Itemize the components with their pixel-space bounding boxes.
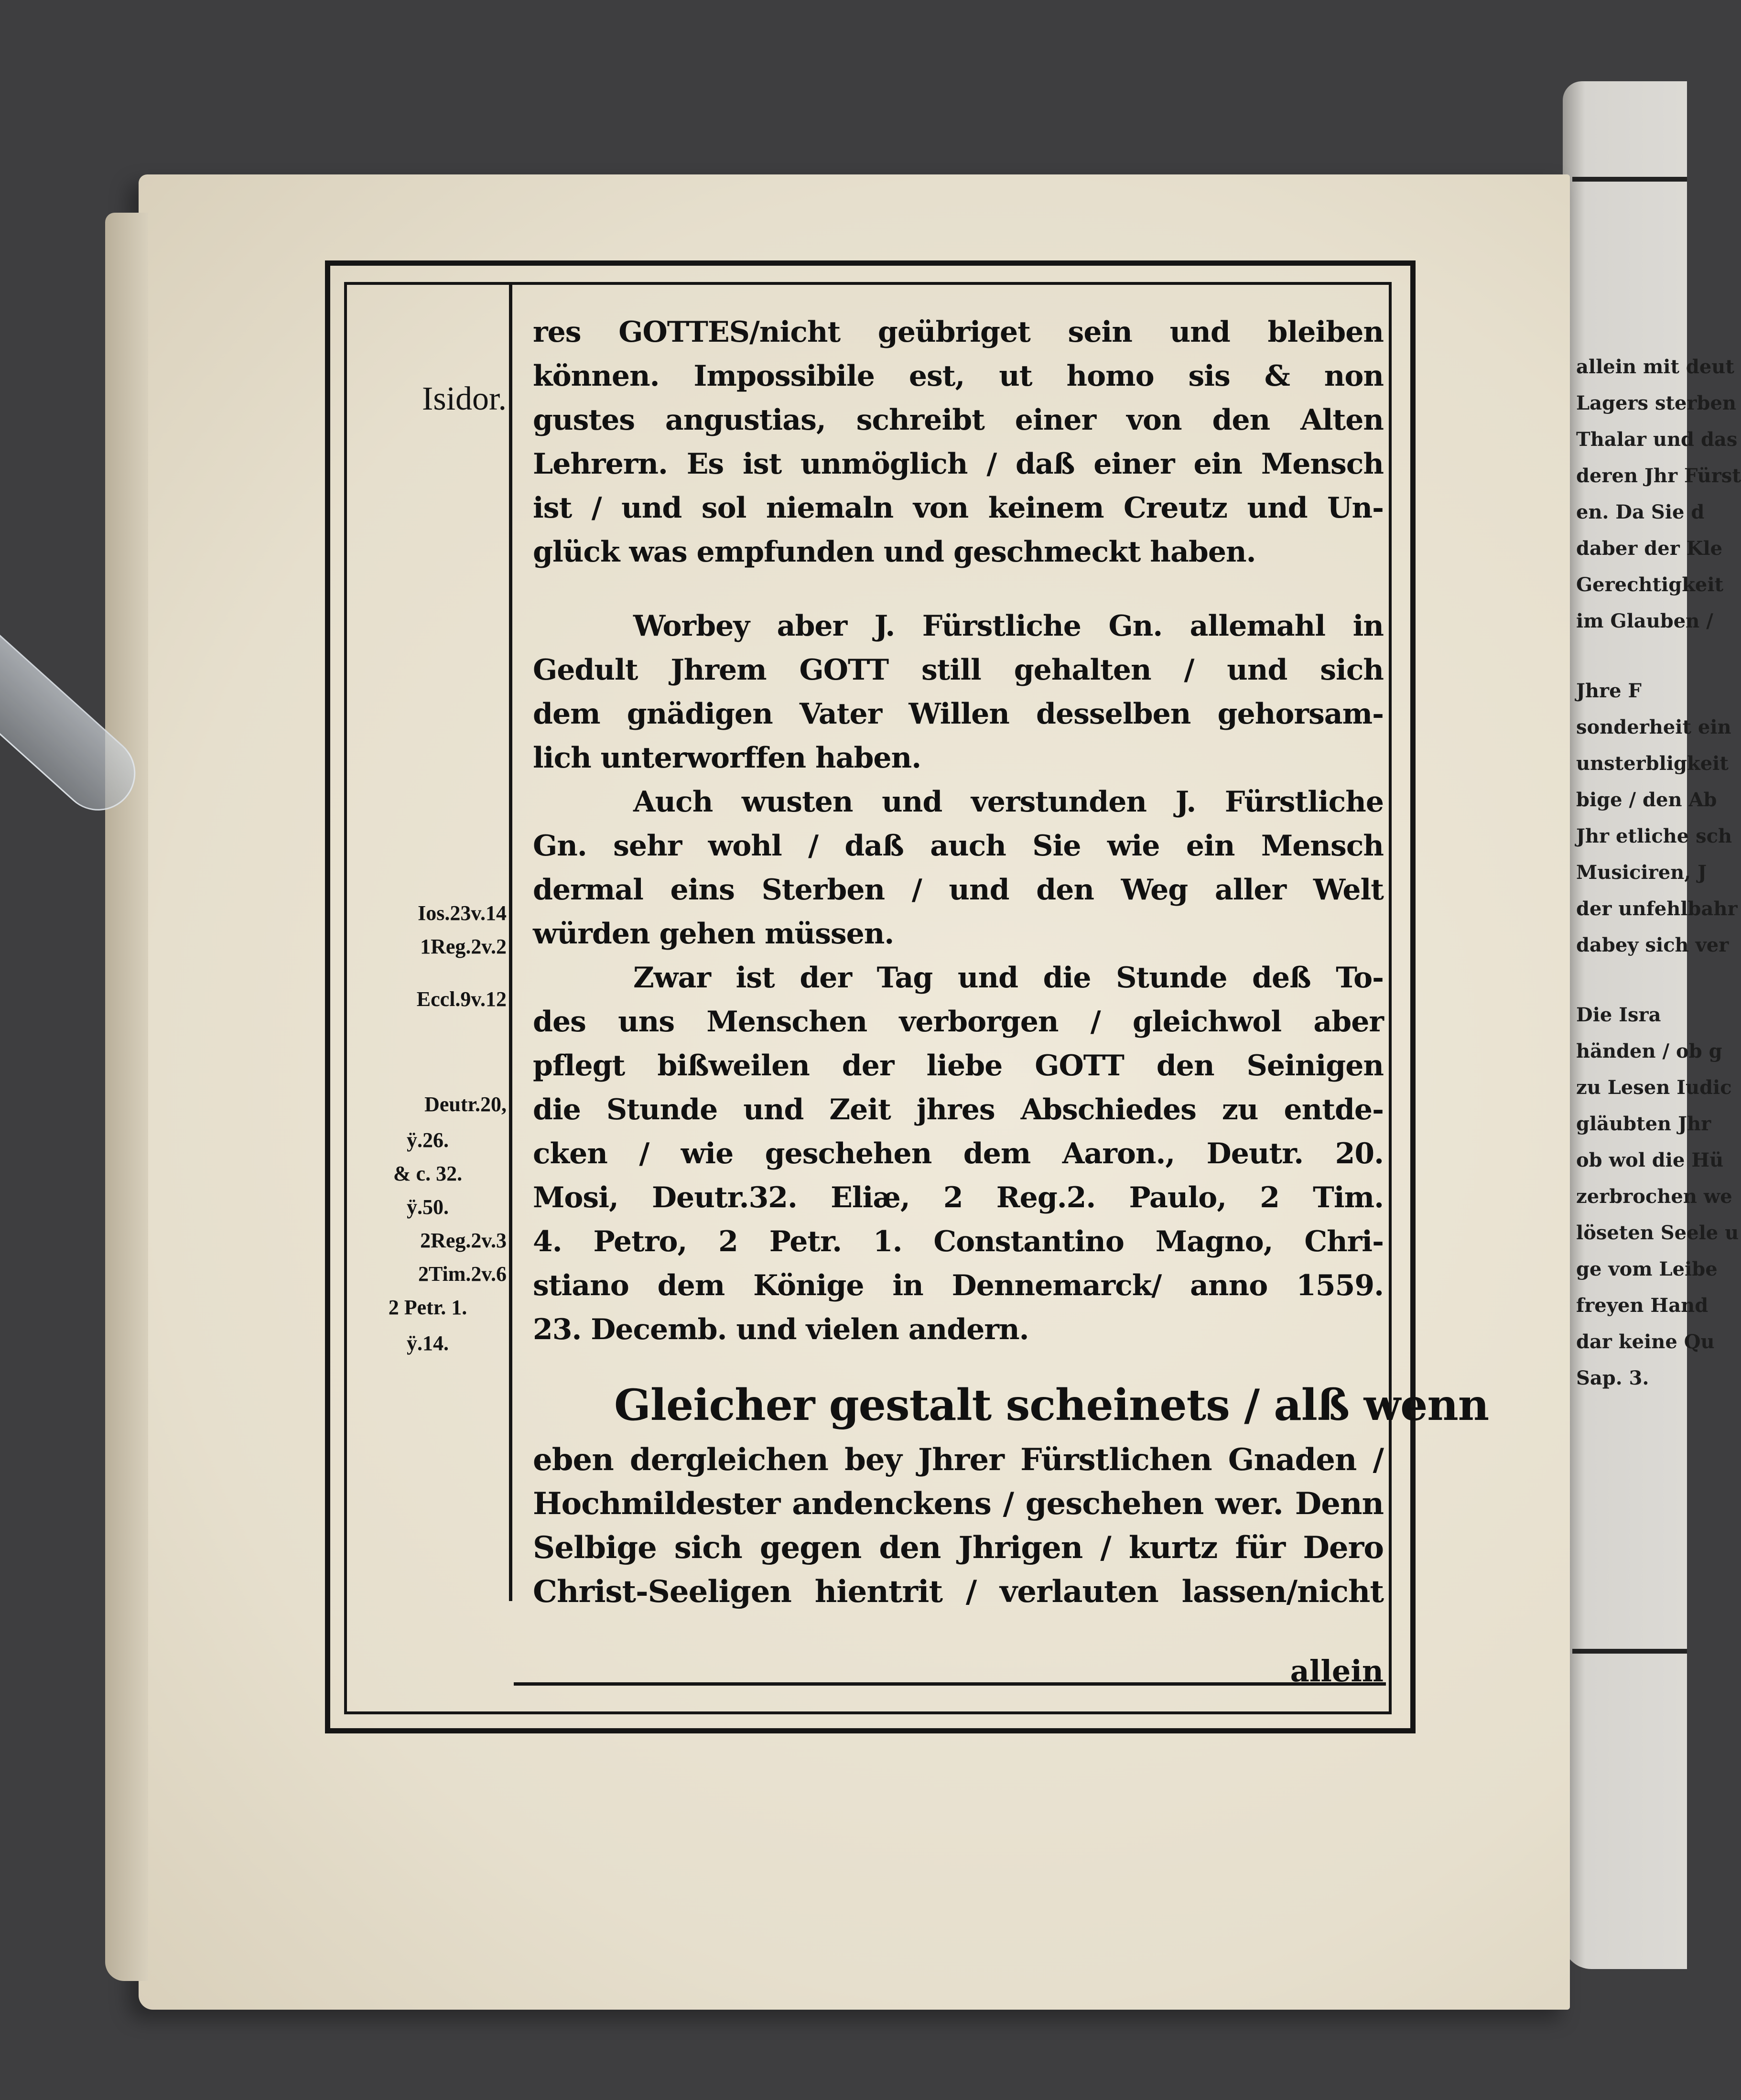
text-line: Worbey aber J. Fürstliche Gn. allemahl in — [633, 609, 1384, 643]
text-line: Lehrern. Es ist unmöglich / daß einer ein Mensch — [533, 447, 1384, 481]
text-line: Gedult Jhrem GOTT still gehalten / und sich — [533, 653, 1384, 687]
text-line: eben dergleichen bey Jhrer Fürstlichen Gnaden / — [533, 1442, 1384, 1478]
text-line: cken / wie geschehen dem Aaron., Deutr. 20. — [533, 1137, 1384, 1170]
next-page-line: gläubten Jhr — [1576, 1113, 1711, 1135]
text-line: des uns Menschen verborgen / gleichwol aber — [533, 1005, 1384, 1039]
next-page-top-rule — [1572, 177, 1687, 182]
margin-note: & c. 32. — [393, 1162, 463, 1185]
text-line: die Stunde und Zeit jhres Abschiedes zu entde- — [533, 1093, 1384, 1126]
text-line: können. Impossibile est, ut homo sis & non — [533, 359, 1384, 393]
next-page-line: daber der Kle — [1576, 537, 1723, 560]
page-edge — [105, 213, 148, 1981]
next-page-line: freyen Hand — [1576, 1294, 1709, 1317]
next-page-line: im Glauben / — [1576, 610, 1713, 632]
next-page-bottom-rule — [1572, 1649, 1687, 1654]
next-page-line: Die Isra — [1576, 1004, 1661, 1026]
next-page-line: ob wol die Hü — [1576, 1149, 1724, 1171]
next-page-line: deren Jhr Fürst — [1576, 465, 1741, 487]
text-line: Hochmildester andenckens / geschehen wer. Denn — [533, 1486, 1384, 1522]
next-page-line: der unfehlbahr — [1576, 898, 1738, 920]
next-page-line: Jhre F — [1576, 680, 1642, 702]
next-page-line: händen / ob g — [1576, 1040, 1722, 1062]
next-page — [1563, 81, 1741, 1969]
margin-note: 2Reg.2v.3 — [420, 1229, 507, 1252]
text-line: 23. Decemb. und vielen andern. — [533, 1313, 1029, 1346]
next-page-line: bige / den Ab — [1576, 789, 1717, 811]
text-line: dermal eins Sterben / und den Weg aller Welt — [533, 873, 1384, 907]
margin-note: 2 Petr. 1. — [388, 1296, 467, 1319]
book-page — [139, 174, 1570, 2010]
margin-note: Eccl.9v.12 — [416, 987, 507, 1011]
next-page-line: en. Da Sie d — [1576, 501, 1705, 523]
next-page-line: sonderheit ein — [1576, 716, 1731, 738]
text-line: stiano dem Könige in Dennemarck/ anno 1559. — [533, 1269, 1384, 1302]
next-page-line: Gerechtigkeit — [1576, 574, 1724, 596]
text-bottom-rule — [514, 1682, 1386, 1686]
margin-note: 1Reg.2v.2 — [420, 935, 507, 958]
margin-note: 2Tim.2v.6 — [418, 1262, 507, 1286]
next-page-line: Jhr etliche sch — [1576, 825, 1732, 847]
margin-note: ÿ.14. — [407, 1331, 449, 1355]
next-page-line: ge vom Leibe — [1576, 1258, 1718, 1280]
text-line: Selbige sich gegen den Jhrigen / kurtz für Dero — [533, 1530, 1384, 1566]
margin-note: Ios.23v.14 — [418, 901, 507, 925]
next-page-line: zerbrochen we — [1576, 1185, 1732, 1208]
text-line: ist / und sol niemaln von keinem Creutz und Un- — [533, 491, 1384, 525]
text-line: Christ-Seeligen hientrit / verlauten lassen/nicht — [533, 1574, 1384, 1610]
next-page-line: unsterbligkeit — [1576, 752, 1729, 775]
text-line: dem gnädigen Vater Willen desselben gehorsam- — [533, 697, 1384, 731]
next-page-line: Lagers sterben — [1576, 392, 1736, 414]
next-page-line: dabey sich ver — [1576, 934, 1729, 956]
next-page-line: allein mit deut — [1576, 356, 1734, 378]
text-line: würden gehen müssen. — [533, 917, 894, 951]
margin-note: Isidor. — [422, 380, 507, 417]
next-page-line: Musiciren, J — [1576, 861, 1707, 884]
text-line: gustes angustias, schreibt einer von den Alten — [533, 403, 1384, 437]
margin-column-rule — [509, 282, 512, 1601]
margin-note: Deutr.20, — [424, 1093, 507, 1116]
next-page-line: dar keine Qu — [1576, 1331, 1715, 1353]
margin-note: ÿ.26. — [407, 1128, 449, 1152]
next-page-line: Thalar und das — [1576, 428, 1738, 451]
catchword: allein — [1290, 1654, 1384, 1689]
text-line: 4. Petro, 2 Petr. 1. Constantino Magno, Chri- — [533, 1225, 1384, 1258]
text-line: pflegt bißweilen der liebe GOTT den Seinigen — [533, 1049, 1384, 1082]
next-page-line: zu Lesen Iudic — [1576, 1076, 1732, 1099]
text-line: Zwar ist der Tag und die Stunde deß To- — [633, 961, 1384, 995]
margin-note: ÿ.50. — [407, 1195, 449, 1219]
text-line: res GOTTES/nicht geübriget sein und bleiben — [533, 315, 1384, 349]
next-page-line: löseten Seele u — [1576, 1222, 1739, 1244]
text-line: Mosi, Deutr.32. Eliæ, 2 Reg.2. Paulo, 2 Tim. — [533, 1181, 1384, 1214]
text-line: Auch wusten und verstunden J. Fürstliche — [633, 785, 1384, 819]
text-line: Gn. sehr wohl / daß auch Sie wie ein Mensch — [533, 829, 1384, 863]
next-page-line: Sap. 3. — [1576, 1367, 1649, 1389]
text-line: glück was empfunden und geschmeckt haben. — [533, 535, 1256, 569]
next-page-text — [1576, 349, 1741, 1396]
section-heading-line: Gleicher gestalt scheinets / alß wenn — [614, 1380, 1489, 1430]
text-line: lich unterworffen haben. — [533, 741, 921, 775]
